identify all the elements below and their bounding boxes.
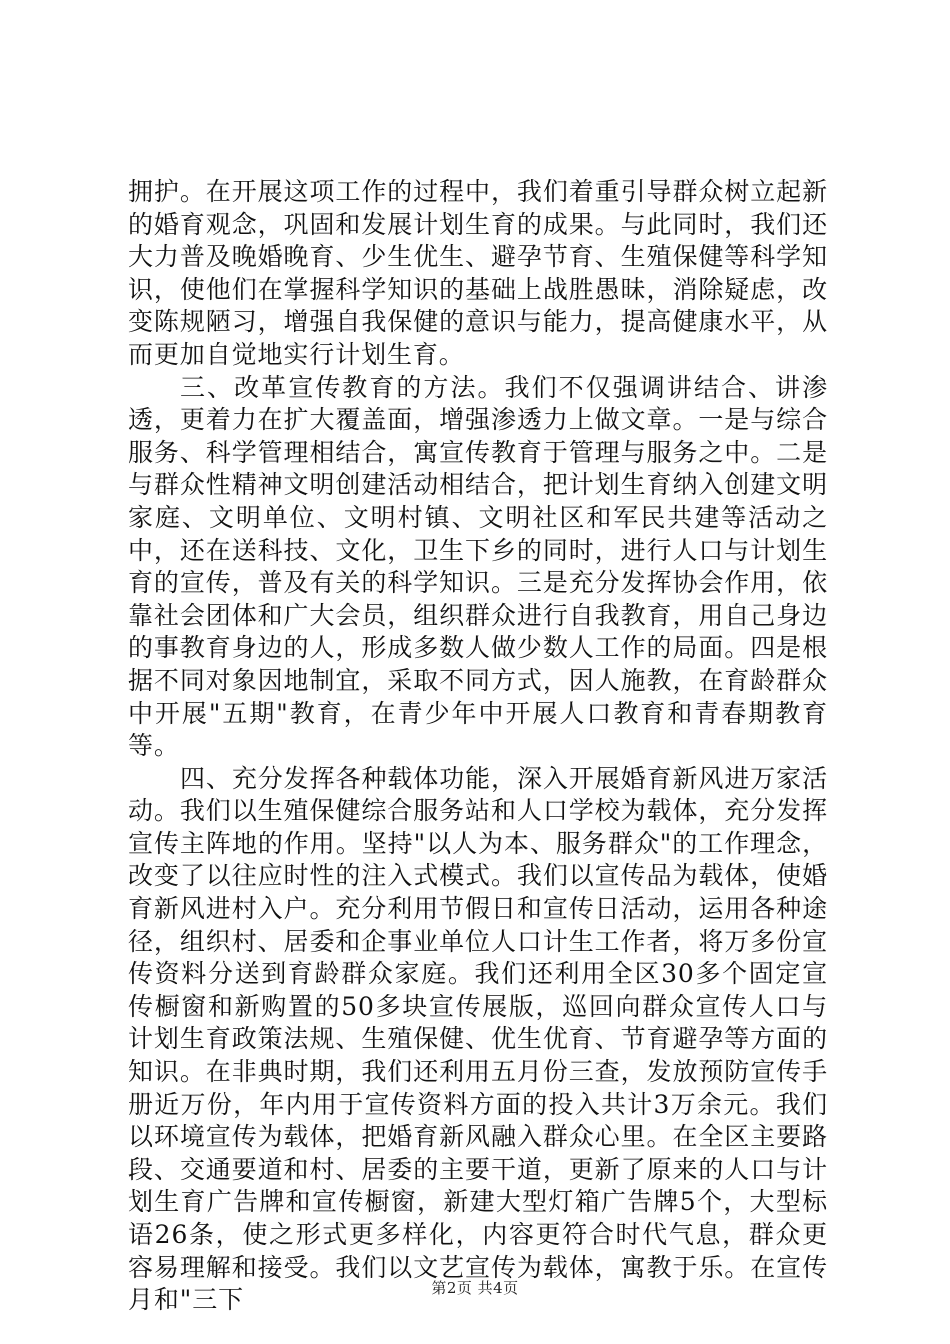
paragraph-section-three: 三、改革宣传教育的方法。我们不仅强调讲结合、讲渗透，更着力在扩大覆盖面，增强渗透力上做文章。一是与综合服务、科学管理相结合，寓宣传教育于管理与服务之中。二是与群众性精神文明创建活动相结合，把计划生育纳入创建文明家庭、文明单位、文明村镇、文明社区和军民共建等活动之中，还在送科技、文化，卫生下乡的同时，进行人口与计划生育的宣传，普及有关的科学知识。三是充分发挥协会作用，依靠社会团体和广大会员，组织群众进行自我教育，用自己身边的事教育身边的人，形成多数人做少数人工作的局面。四是根据不同对象因地制宜，采取不同方式，因人施教，在育龄群众中开展"五期"教育，在青少年中开展人口教育和青春期教育等。 — [128, 372, 828, 761]
paragraph-section-four: 四、充分发挥各种载体功能，深入开展婚育新风进万家活动。我们以生殖保健综合服务站和人口学校为载体，充分发挥宣传主阵地的作用。坚持"以人为本、服务群众"的工作理念，改变了以往应时性的注入式模式。我们以宣传品为载体，使婚育新风进村入户。充分利用节假日和宣传日活动，运用各种途径，组织村、居委和企事业单位人口计生工作者，将万多份宣传资料分送到育龄群众家庭。我们还利用全区30多个固定宣传橱窗和新购置的50多块宣传展版，巡回向群众宣传人口与计划生育政策法规、生殖保健、优生优育、节育避孕等方面的知识。在非典时期，我们还利用五月份三查，发放预防宣传手册近万份，年内用于宣传资料方面的投入共计3万余元。我们以环境宣传为载体，把婚育新风融入群众心里。在全区主要路段、交通要道和村、居委的主要干道，更新了原来的人口与计划生育广告牌和宣传橱窗，新建大型灯箱广告牌5个，大型标语26条，使之形式更多样化，内容更符合时代气息，群众更容易理解和接受。我们以文艺宣传为载体，寓教于乐。在宣传月和"三下 — [128, 763, 828, 1315]
paragraph-continuation: 拥护。在开展这项工作的过程中，我们着重引导群众树立起新的婚育观念，巩固和发展计划生育的成果。与此同时，我们还大力普及晚婚晚育、少生优生、避孕节育、生殖保健等科学知识，使他们在掌握科学知识的基础上战胜愚昧，消除疑虑，改变陈规陋习，增强自我保健的意识与能力，提高健康水平，从而更加自觉地实行计划生育。 — [128, 177, 828, 369]
page-footer: 第2页 共4页 — [431, 1279, 519, 1297]
body-text — [128, 176, 828, 1317]
